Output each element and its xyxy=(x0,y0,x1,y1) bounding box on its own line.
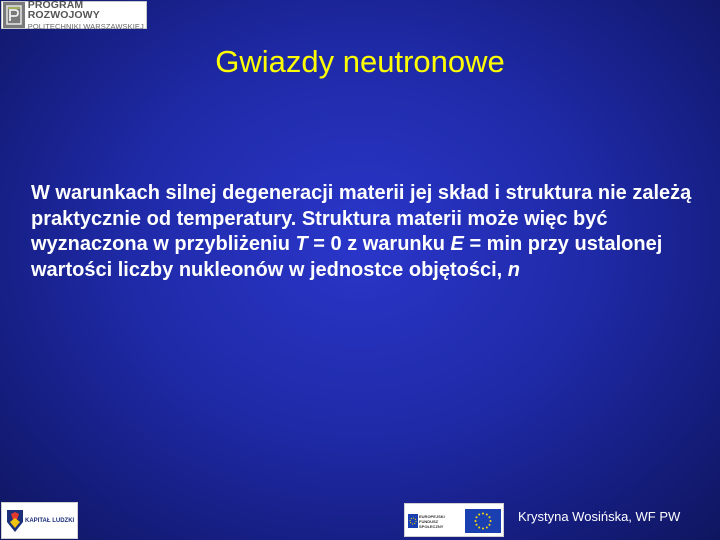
eu-flag-icon xyxy=(465,509,501,533)
pw-emblem-icon xyxy=(3,2,25,28)
eu-icon xyxy=(408,514,418,528)
symbol-n: n xyxy=(507,258,520,281)
symbol-E: E xyxy=(450,233,464,255)
author-credit: Krystyna Wosińska, WF PW xyxy=(518,509,681,524)
kapital-ludzki-logo xyxy=(1,502,78,539)
slide-body-text xyxy=(31,181,711,283)
eu-social-fund-logo xyxy=(404,503,504,537)
body-text-part2: = 0 z warunku xyxy=(307,233,451,255)
body-text-part1: W warunkach silnej degeneracji materii jej skład i struktura nie zależą praktycznie od temperatury. Struktura materii może więc być wyznaczona w przybliżeniu xyxy=(31,182,692,255)
eu-fund-text: EUROPEJSKI FUNDUSZ SPOŁECZNY xyxy=(419,514,445,529)
logo-line2: POLITECHNIKI WARSZAWSKIEJ xyxy=(27,21,144,31)
logo-line1: PROGRAM ROZWOJOWY xyxy=(27,0,100,22)
body-text-part3: = min przy ustalonej wartości liczby nukleonów w jednostce objętości, xyxy=(31,233,663,281)
slide-title: Gwiazdy neutronowe xyxy=(215,44,505,79)
kapital-ludzki-text: KAPITAŁ LUDZKI xyxy=(25,518,75,524)
program-rozwojowy-logo xyxy=(1,1,147,29)
kapital-ludzki-icon xyxy=(5,508,25,534)
symbol-T: T xyxy=(295,233,308,255)
